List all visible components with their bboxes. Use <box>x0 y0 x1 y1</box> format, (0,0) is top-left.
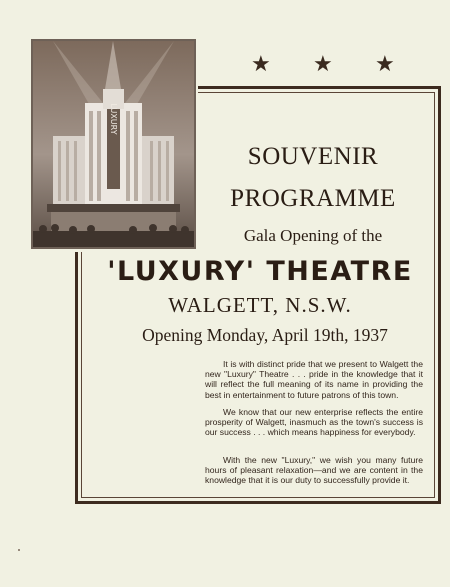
opening-date: Opening Monday, April 19th, 1937 <box>142 325 388 345</box>
theatre-illustration <box>31 39 196 249</box>
star-icon: ★ <box>251 52 271 77</box>
title-souvenir: SOUVENIR <box>247 143 379 170</box>
paragraph-relaxation: With the new "Luxury," we wish you many future hours of pleasant relaxation—and we are content in the knowledge that it is our duty to successfully provide it. <box>205 455 423 486</box>
star-icon: ★ <box>375 52 395 77</box>
location-line: WALGETT, N.S.W. <box>168 293 352 317</box>
theatre-building-image <box>33 41 194 247</box>
sign-text: LUXURY <box>109 103 118 135</box>
title-programme: PROGRAMME <box>230 185 396 212</box>
paragraph-pride: It is with distinct pride that we present to Walgett the new "Luxury" Theatre . . . pride in the knowledge that it will reflect the full meaning of its name in providing the best in entertainment to future patrons of this town. <box>205 359 423 400</box>
paragraph-enterprise: We know that our new enterprise reflects the entire prosperity of Walgett, inasmuch as the town's success is our success . . . which means happiness for everybody. <box>205 407 423 438</box>
star-icon: ★ <box>313 52 333 77</box>
paper-speck <box>18 549 20 551</box>
gala-opening-line: Gala Opening of the <box>243 226 383 245</box>
theatre-name: 'LUXURY' THEATRE <box>107 256 413 287</box>
